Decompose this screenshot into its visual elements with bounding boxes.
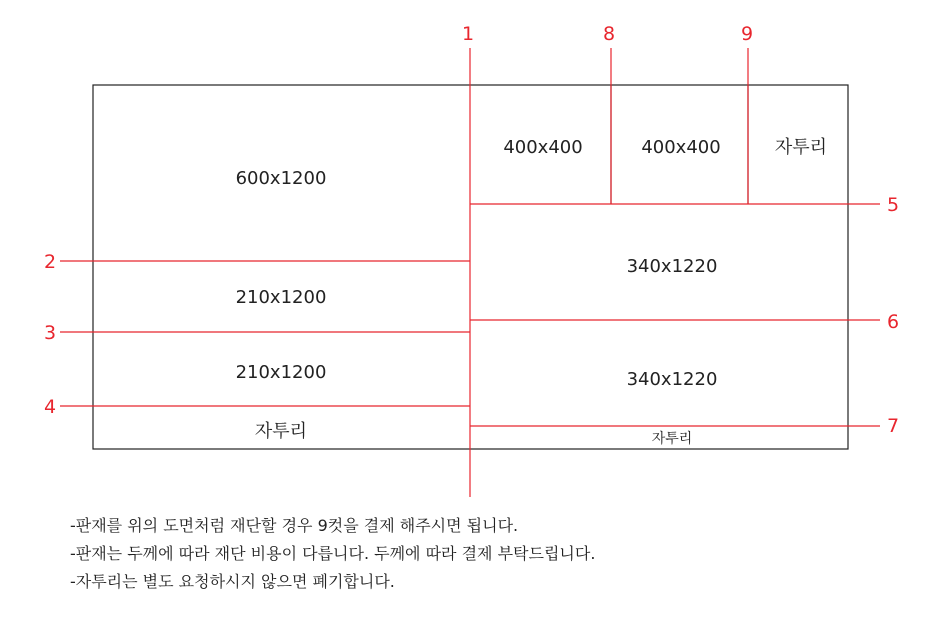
piece-label-400x400-a: 400x400 — [503, 137, 583, 158]
note-item: -판재는 두께에 따라 재단 비용이 다릅니다. 두께에 따라 결제 부탁드립니다. — [70, 544, 596, 563]
piece-label-scrap-top: 자투리 — [774, 137, 828, 158]
cut-number-7: 7 — [886, 415, 900, 437]
piece-label-scrap-left: 자투리 — [254, 421, 308, 442]
cut-number-3: 3 — [43, 322, 57, 344]
note-item: -자투리는 별도 요청하시지 않으면 폐기합니다. — [70, 572, 395, 591]
cut-number-9: 9 — [740, 23, 754, 45]
piece-label-210x1200-b: 210x1200 — [235, 362, 327, 383]
cut-number-4: 4 — [43, 396, 57, 418]
cut-number-8: 8 — [602, 23, 616, 45]
piece-label-210x1200-a: 210x1200 — [235, 287, 327, 308]
cut-number-1: 1 — [461, 23, 475, 45]
notes-list — [70, 512, 595, 596]
piece-label-scrap-bottom: 자투리 — [651, 431, 693, 447]
piece-label-600x1200: 600x1200 — [235, 168, 327, 189]
cut-number-2: 2 — [43, 251, 57, 273]
piece-label-340x1220-b: 340x1220 — [626, 369, 718, 390]
cut-number-6: 6 — [886, 311, 900, 333]
piece-label-340x1220-a: 340x1220 — [626, 256, 718, 277]
piece-label-400x400-b: 400x400 — [641, 137, 721, 158]
note-item: -판재를 위의 도면처럼 재단할 경우 9컷을 결제 해주시면 됩니다. — [70, 516, 519, 535]
cut-number-5: 5 — [886, 194, 900, 216]
